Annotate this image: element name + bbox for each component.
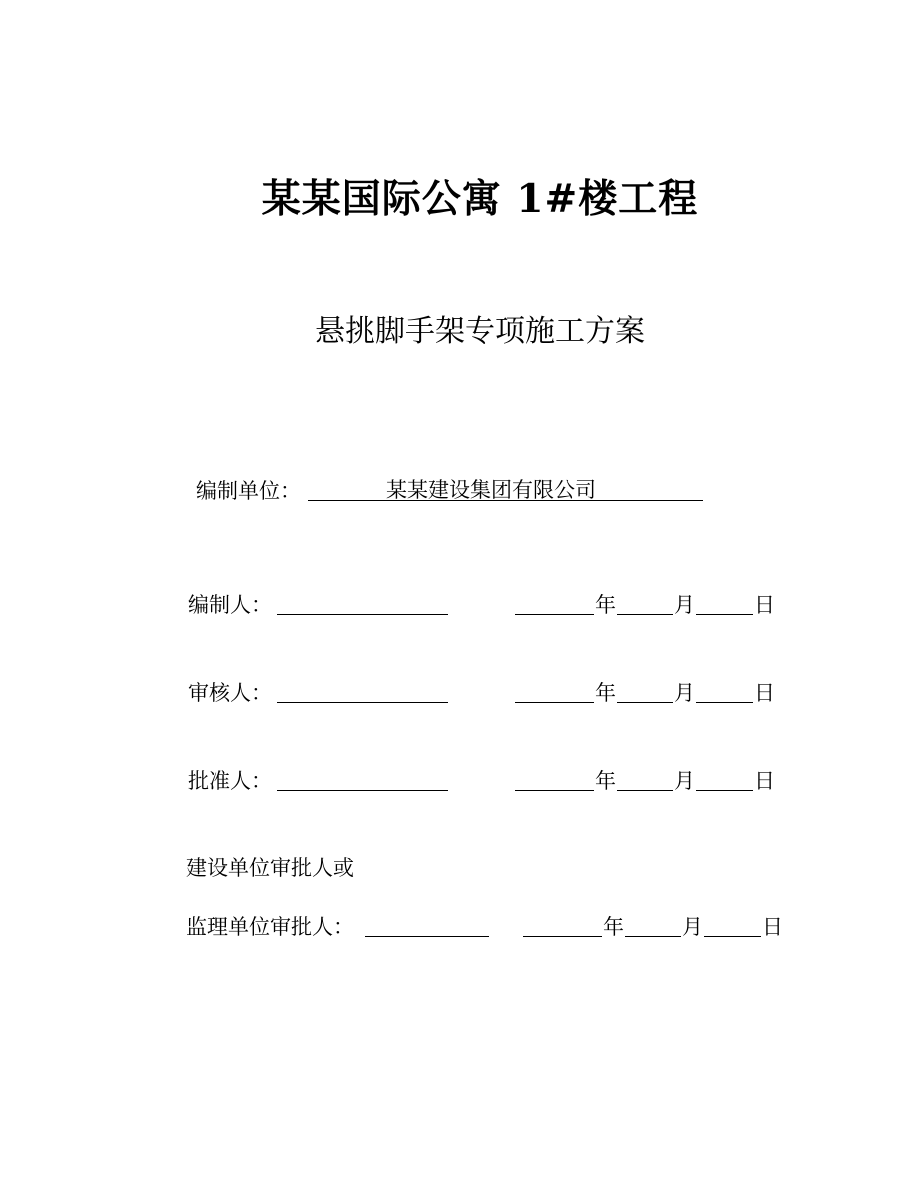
document-subtitle: 悬挑脚手架专项施工方案 xyxy=(315,314,645,349)
supervisor-approver-label: 监理单位审批人： xyxy=(186,915,354,939)
approver-day-label: 日 xyxy=(754,769,775,793)
reviewer-year-label: 年 xyxy=(595,681,616,705)
supervisor-signature-field xyxy=(365,936,489,937)
approver-day-field xyxy=(696,790,753,791)
document-title: 某某国际公寓 1#楼工程 xyxy=(261,176,699,222)
supervisor-month-label: 月 xyxy=(682,915,703,939)
compiler-month-field xyxy=(617,614,673,615)
supervisor-month-field xyxy=(625,936,681,937)
reviewer-label: 审核人： xyxy=(188,681,272,705)
compiler-label: 编制人： xyxy=(188,593,272,617)
compiler-month-label: 月 xyxy=(674,593,695,617)
reviewer-year-field xyxy=(515,702,594,703)
approver-month-label: 月 xyxy=(674,769,695,793)
supervisor-day-label: 日 xyxy=(762,915,783,939)
reviewer-day-field xyxy=(696,702,753,703)
compiler-day-field xyxy=(696,614,753,615)
compiler-year-label: 年 xyxy=(595,593,616,617)
approver-year-field xyxy=(515,790,594,791)
compiler-day-label: 日 xyxy=(754,593,775,617)
approver-month-field xyxy=(617,790,673,791)
reviewer-month-label: 月 xyxy=(674,681,695,705)
approver-signature-field xyxy=(277,790,448,791)
compiler-unit-label: 编制单位： xyxy=(196,479,301,503)
reviewer-day-label: 日 xyxy=(754,681,775,705)
compiler-year-field xyxy=(515,614,594,615)
supervisor-year-field xyxy=(523,936,602,937)
supervisor-year-label: 年 xyxy=(603,915,624,939)
reviewer-signature-field xyxy=(277,702,448,703)
owner-approver-label: 建设单位审批人或 xyxy=(186,856,354,880)
compiler-unit-value: 某某建设集团有限公司 xyxy=(386,478,596,502)
reviewer-month-field xyxy=(617,702,673,703)
approver-label: 批准人： xyxy=(188,769,272,793)
compiler-signature-field xyxy=(277,614,448,615)
approver-year-label: 年 xyxy=(595,769,616,793)
supervisor-day-field xyxy=(704,936,761,937)
